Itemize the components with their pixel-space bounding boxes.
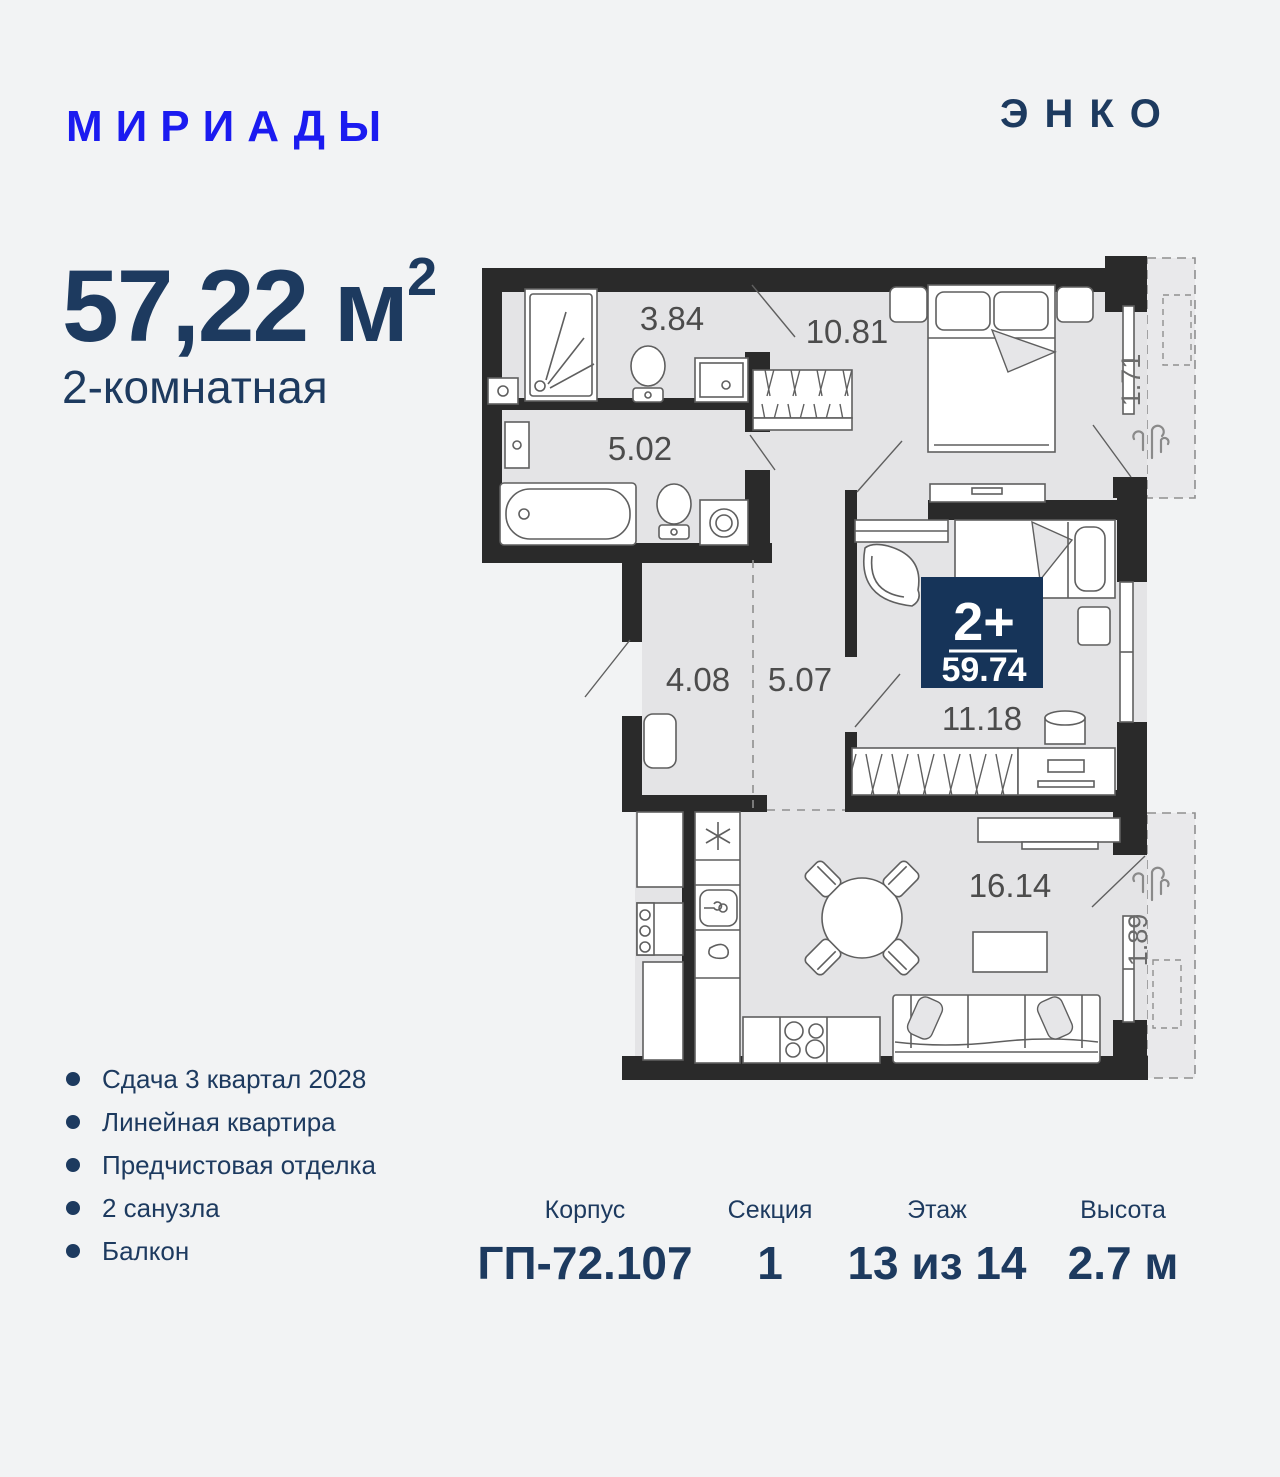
feature-label: Балкон xyxy=(102,1235,190,1266)
bathtub-icon xyxy=(500,483,636,545)
room-label-bathroom-large: 5.02 xyxy=(607,430,673,467)
detail-label: Высота xyxy=(1080,1196,1166,1224)
detail-label: Секция xyxy=(727,1196,813,1224)
detail-value: 13 из 14 xyxy=(847,1237,1027,1289)
double-bed-icon xyxy=(928,285,1055,452)
apartment-type: 2-комнатная xyxy=(62,361,328,413)
bullet-icon xyxy=(66,1072,80,1086)
bullet-icon xyxy=(66,1115,80,1129)
detail-label: Этаж xyxy=(907,1196,967,1224)
toilet-large-icon xyxy=(657,484,691,539)
feature-label: Линейная квартира xyxy=(102,1106,336,1137)
detail-label: Корпус xyxy=(544,1196,626,1224)
feature-item xyxy=(66,1106,376,1137)
sink-small-icon xyxy=(695,358,748,402)
room-label-bedroom-second: 11.18 xyxy=(941,700,1023,737)
area-unit: м xyxy=(333,249,408,363)
feature-item xyxy=(66,1063,376,1094)
kitchen-sink-icon xyxy=(700,890,737,926)
hall-wardrobe-icon xyxy=(753,370,852,430)
bedside-table-icon xyxy=(1078,607,1110,645)
room-label-bathroom-small: 3.84 xyxy=(639,300,705,337)
area-exponent: 2 xyxy=(407,247,436,307)
detail-building xyxy=(477,1196,692,1290)
feature-item xyxy=(66,1149,376,1180)
stool-icon xyxy=(1045,711,1085,744)
desk-icon xyxy=(1018,748,1115,795)
washing-machine-icon xyxy=(700,500,748,545)
bullet-icon xyxy=(66,1158,80,1172)
room-label-bedroom-main: 10.81 xyxy=(805,313,889,350)
badge-area: 59.74 xyxy=(941,651,1027,689)
feature-item xyxy=(66,1192,376,1223)
decor-icon xyxy=(709,944,728,958)
apartment-badge xyxy=(921,577,1043,689)
detail-value: 2.7 м xyxy=(1067,1237,1179,1289)
detail-section xyxy=(728,1196,813,1290)
cabinet-icon xyxy=(505,422,529,468)
dresser-icon xyxy=(930,484,1045,502)
total-area xyxy=(62,248,435,365)
bullet-icon xyxy=(66,1201,80,1215)
detail-value: 1 xyxy=(757,1237,783,1289)
coffee-table-icon xyxy=(973,932,1047,972)
room-label-corridor: 5.07 xyxy=(767,661,833,698)
shower-icon xyxy=(525,289,597,401)
toilet-small-icon xyxy=(631,346,665,402)
feature-label: Предчистовая отделка xyxy=(102,1149,376,1180)
bedroom-wardrobe-icon xyxy=(852,748,1018,795)
developer-logo: ЭНКО xyxy=(1000,92,1177,136)
area-value: 57,22 xyxy=(62,249,308,363)
badge-rooms: 2+ xyxy=(953,592,1015,652)
balcony-bottom xyxy=(1147,813,1195,1078)
shelf-icon xyxy=(855,520,948,542)
feature-list xyxy=(66,1063,376,1281)
room-label-balcony-top: 1.71 xyxy=(1116,353,1146,407)
project-logo: МИРИАДЫ xyxy=(66,102,395,151)
room-label-wardrobe: 4.08 xyxy=(665,661,731,698)
bullet-icon xyxy=(66,1244,80,1258)
floor-plan xyxy=(480,250,1200,1090)
sofa-icon xyxy=(893,994,1100,1063)
kitchen-closet-icon xyxy=(637,812,683,1060)
detail-height xyxy=(1068,1196,1179,1290)
feature-label: 2 санузла xyxy=(102,1192,220,1223)
feature-label: Сдача 3 квартал 2028 xyxy=(102,1063,367,1094)
detail-value: ГП-72.107 xyxy=(477,1237,693,1289)
room-label-balcony-bottom: 1.89 xyxy=(1123,913,1153,967)
room-label-kitchen-living: 16.14 xyxy=(968,867,1052,904)
window-bedroom-second xyxy=(1120,582,1133,722)
detail-floor xyxy=(847,1196,1026,1290)
balcony-top xyxy=(1147,258,1195,498)
feature-item xyxy=(66,1235,376,1266)
entrance-door-leaf xyxy=(644,714,676,768)
vent-shaft-icon xyxy=(488,378,518,404)
